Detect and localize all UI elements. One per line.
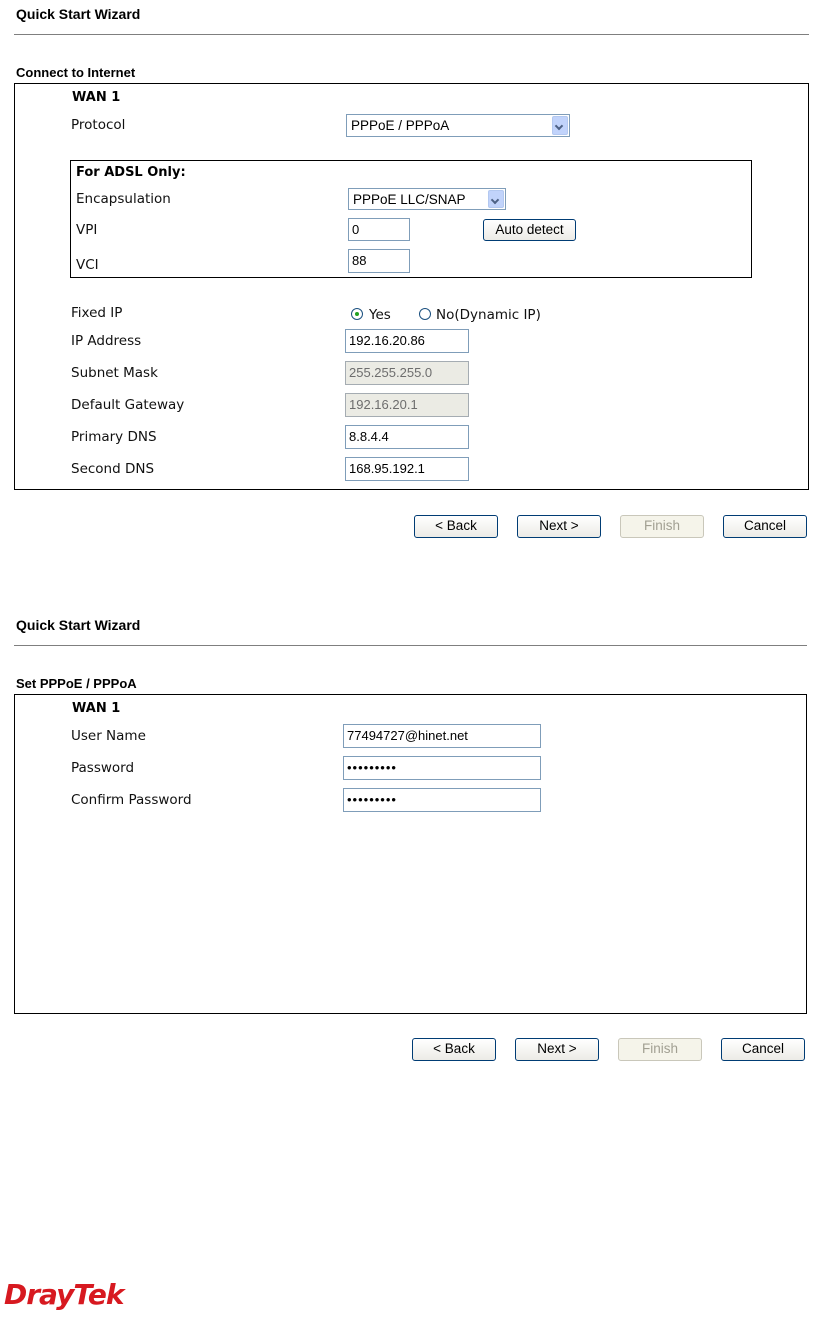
username-input[interactable]: 77494727@hinet.net (343, 724, 541, 748)
gateway-input: 192.16.20.1 (345, 393, 469, 417)
wan-label: WAN 1 (72, 701, 121, 716)
fixed-ip-yes-radio[interactable] (351, 308, 363, 320)
wizard-title: Quick Start Wizard (16, 617, 141, 633)
section-title: Set PPPoE / PPPoA (16, 676, 137, 691)
primary-dns-label: Primary DNS (71, 429, 157, 445)
auto-detect-button[interactable]: Auto detect (483, 219, 576, 241)
chevron-down-icon (488, 190, 504, 208)
next-button[interactable]: Next > (517, 515, 601, 538)
encapsulation-label: Encapsulation (76, 191, 171, 207)
wizard-title: Quick Start Wizard (16, 6, 141, 22)
ip-address-input[interactable]: 192.16.20.86 (345, 329, 469, 353)
password-label: Password (71, 760, 135, 776)
primary-dns-input[interactable]: 8.8.4.4 (345, 425, 469, 449)
section-title: Connect to Internet (16, 65, 136, 80)
password-input[interactable]: ••••••••• (343, 756, 541, 780)
next-button[interactable]: Next > (515, 1038, 599, 1061)
subnet-mask-input: 255.255.255.0 (345, 361, 469, 385)
protocol-select-value: PPPoE / PPPoA (351, 118, 450, 133)
fixed-ip-label: Fixed IP (71, 305, 123, 321)
draytek-logo: DrayTek (4, 1278, 124, 1311)
vpi-label: VPI (76, 222, 98, 238)
confirm-password-label: Confirm Password (71, 792, 192, 808)
subnet-mask-label: Subnet Mask (71, 365, 158, 381)
second-dns-label: Second DNS (71, 461, 155, 477)
gateway-label: Default Gateway (71, 397, 185, 413)
vpi-input[interactable]: 0 (348, 218, 410, 241)
ip-address-label: IP Address (71, 333, 142, 349)
adsl-title: For ADSL Only: (76, 165, 186, 180)
encapsulation-select-value: PPPoE LLC/SNAP (353, 192, 466, 207)
wan-label: WAN 1 (72, 90, 121, 105)
encapsulation-select[interactable] (348, 188, 506, 210)
chevron-down-icon (552, 116, 568, 135)
divider (14, 34, 809, 35)
fixed-ip-no-radio[interactable] (419, 308, 431, 320)
finish-button: Finish (620, 515, 704, 538)
cancel-button[interactable]: Cancel (723, 515, 807, 538)
finish-button: Finish (618, 1038, 702, 1061)
confirm-password-input[interactable]: ••••••••• (343, 788, 541, 812)
second-dns-input[interactable]: 168.95.192.1 (345, 457, 469, 481)
back-button[interactable]: < Back (412, 1038, 496, 1061)
fixed-ip-no-label: No(Dynamic IP) (436, 307, 541, 323)
back-button[interactable]: < Back (414, 515, 498, 538)
divider (14, 645, 807, 646)
cancel-button[interactable]: Cancel (721, 1038, 805, 1061)
vci-label: VCI (76, 257, 99, 273)
username-label: User Name (71, 728, 146, 744)
protocol-select[interactable] (346, 114, 570, 137)
protocol-label: Protocol (71, 117, 126, 133)
vci-input[interactable]: 88 (348, 249, 410, 273)
fixed-ip-yes-label: Yes (369, 307, 391, 323)
